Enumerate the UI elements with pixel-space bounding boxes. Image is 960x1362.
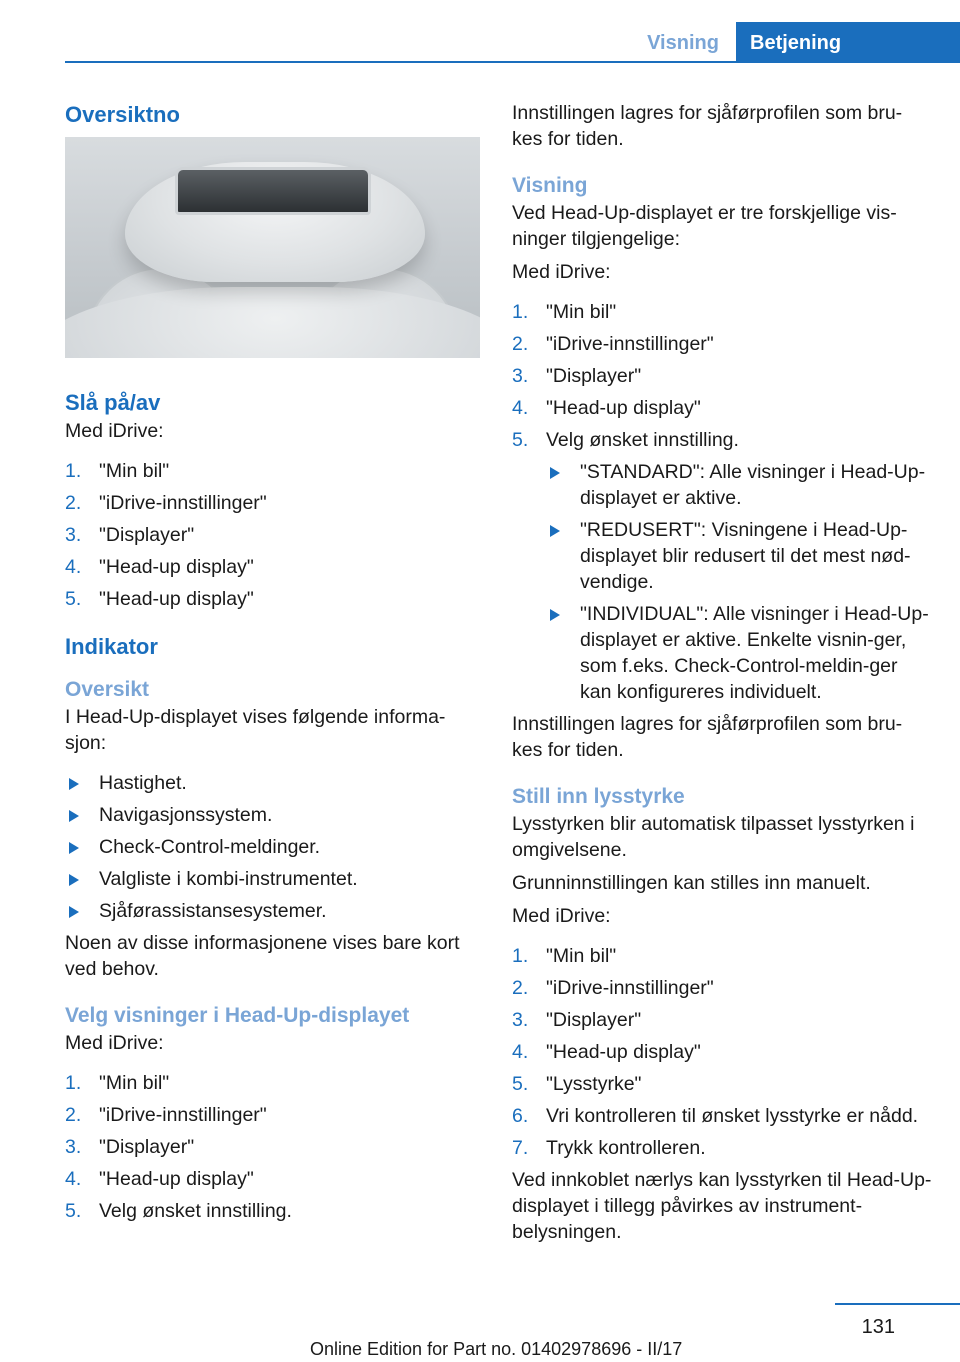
intro-brightness: Med iDrive: <box>512 905 611 927</box>
triangle-bullet-icon <box>550 467 560 479</box>
list-item: 4. "Head-up display" <box>512 397 701 419</box>
list-item: 5. Velg ønsket innstilling. <box>512 429 739 451</box>
triangle-bullet-icon <box>550 525 560 537</box>
footer-rule <box>835 1303 960 1305</box>
heading-on-off: Slå på/av <box>65 390 161 415</box>
hud-photo <box>65 137 480 358</box>
list-item: 7. Trykk kontrolleren. <box>512 1137 706 1159</box>
list-item: 3. "Displayer" <box>512 1009 642 1031</box>
triangle-bullet-icon <box>69 906 79 918</box>
visning-options <box>512 459 932 705</box>
visning-text: Ved Head-Up-displayet er tre forskjellige vis‐ninger tilgjengelige: <box>512 202 897 250</box>
section-title: Oversiktno <box>65 102 180 127</box>
list-item: 4. "Head-up display" <box>65 556 254 578</box>
list-item: 1. "Min bil" <box>512 945 617 967</box>
heading-visning: Visning <box>512 174 588 197</box>
list-item: 6. Vri kontrolleren til ønsket lysstyrke er nådd. <box>512 1105 919 1127</box>
hud-projector <box>175 167 371 215</box>
heading-indicator: Indikator <box>65 634 158 659</box>
list-item: 4. "Head-up display" <box>65 1168 254 1190</box>
list-item: 2. "iDrive-innstillinger" <box>512 333 714 355</box>
dashboard-surface <box>65 287 480 358</box>
steps-visning <box>512 299 932 453</box>
intro-select-views: Med iDrive: <box>65 1032 164 1054</box>
list-item: 5. "Head-up display" <box>65 588 254 610</box>
right-column <box>512 100 932 1245</box>
list-item: 1. "Min bil" <box>512 301 617 323</box>
list-item: 1. "Min bil" <box>65 460 170 482</box>
triangle-bullet-icon <box>69 874 79 886</box>
list-item: Valgliste i kombi-instrumentet. <box>65 866 470 892</box>
list-item: 1. "Min bil" <box>65 1072 170 1094</box>
triangle-bullet-icon <box>69 810 79 822</box>
intro-on-off: Med iDrive: <box>65 420 164 442</box>
indicator-bullets <box>65 770 470 924</box>
brightness-note: Ved innkoblet nærlys kan lysstyrken til Head-Up-displayet i tillegg påvirkes av instrument‐belysningen. <box>512 1169 932 1243</box>
list-item: Navigasjonssystem. <box>65 802 470 828</box>
list-item: "REDUSERT": Visningene i Head-Up-displayet blir redusert til det mest nød‐vendige. <box>546 517 932 595</box>
list-item: 2. "iDrive-innstillinger" <box>512 977 714 999</box>
header-rule <box>65 61 960 63</box>
heading-brightness: Still inn lysstyrke <box>512 785 685 808</box>
brightness-text-2: Grunninnstillingen kan stilles inn manuelt. <box>512 872 871 894</box>
list-item: 4. "Head-up display" <box>512 1041 701 1063</box>
triangle-bullet-icon <box>69 778 79 790</box>
list-item: 5. "Lysstyrke" <box>512 1073 642 1095</box>
indicator-note: Noen av disse informasjonene vises bare kort ved behov. <box>65 932 460 980</box>
intro-visning: Med iDrive: <box>512 261 611 283</box>
list-item: Check-Control-meldinger. <box>65 834 470 860</box>
subheading-overview: Oversikt <box>65 678 150 701</box>
list-item: "INDIVIDUAL": Alle visninger i Head-Up-displayet er aktive. Enkelte visnin‐ger, som f.eks. Check-Control-meldin‐ger kan konfigureres individuelt. <box>546 601 932 705</box>
triangle-bullet-icon <box>69 842 79 854</box>
list-item: "STANDARD": Alle visninger i Head-Up-displayet er aktive. <box>546 459 932 511</box>
list-item: 5. Velg ønsket innstilling. <box>65 1200 292 1222</box>
left-column <box>65 100 470 1230</box>
brightness-text-1: Lysstyrken blir automatisk tilpasset lysstyrken i omgivelsene. <box>512 813 915 861</box>
heading-select-views: Velg visninger i Head-Up-displayet <box>65 1004 410 1027</box>
header-tab-visning: Visning <box>647 32 719 54</box>
header-tab-betjening: Betjening <box>736 22 960 63</box>
list-item: 3. "Displayer" <box>65 1136 195 1158</box>
list-item: Hastighet. <box>65 770 470 796</box>
edition-footer: Online Edition for Part no. 01402978696 - II/17 <box>310 1339 683 1359</box>
list-item: 3. "Displayer" <box>65 524 195 546</box>
steps-select-views <box>65 1070 470 1224</box>
steps-on-off <box>65 458 470 612</box>
page-number: 131 <box>861 1316 895 1338</box>
list-item: 2. "iDrive-innstillinger" <box>65 492 267 514</box>
steps-brightness <box>512 943 932 1161</box>
profile-note: Innstillingen lagres for sjåførprofilen som bru‐kes for tiden. <box>512 713 903 761</box>
list-item: 3. "Displayer" <box>512 365 642 387</box>
list-item: 2. "iDrive-innstillinger" <box>65 1104 267 1126</box>
list-item: Sjåførassistansesystemer. <box>65 898 470 924</box>
triangle-bullet-icon <box>550 609 560 621</box>
indicator-text: I Head-Up-displayet vises følgende informa‐sjon: <box>65 706 446 754</box>
profile-note-top: Innstillingen lagres for sjåførprofilen som bru‐kes for tiden. <box>512 102 903 150</box>
